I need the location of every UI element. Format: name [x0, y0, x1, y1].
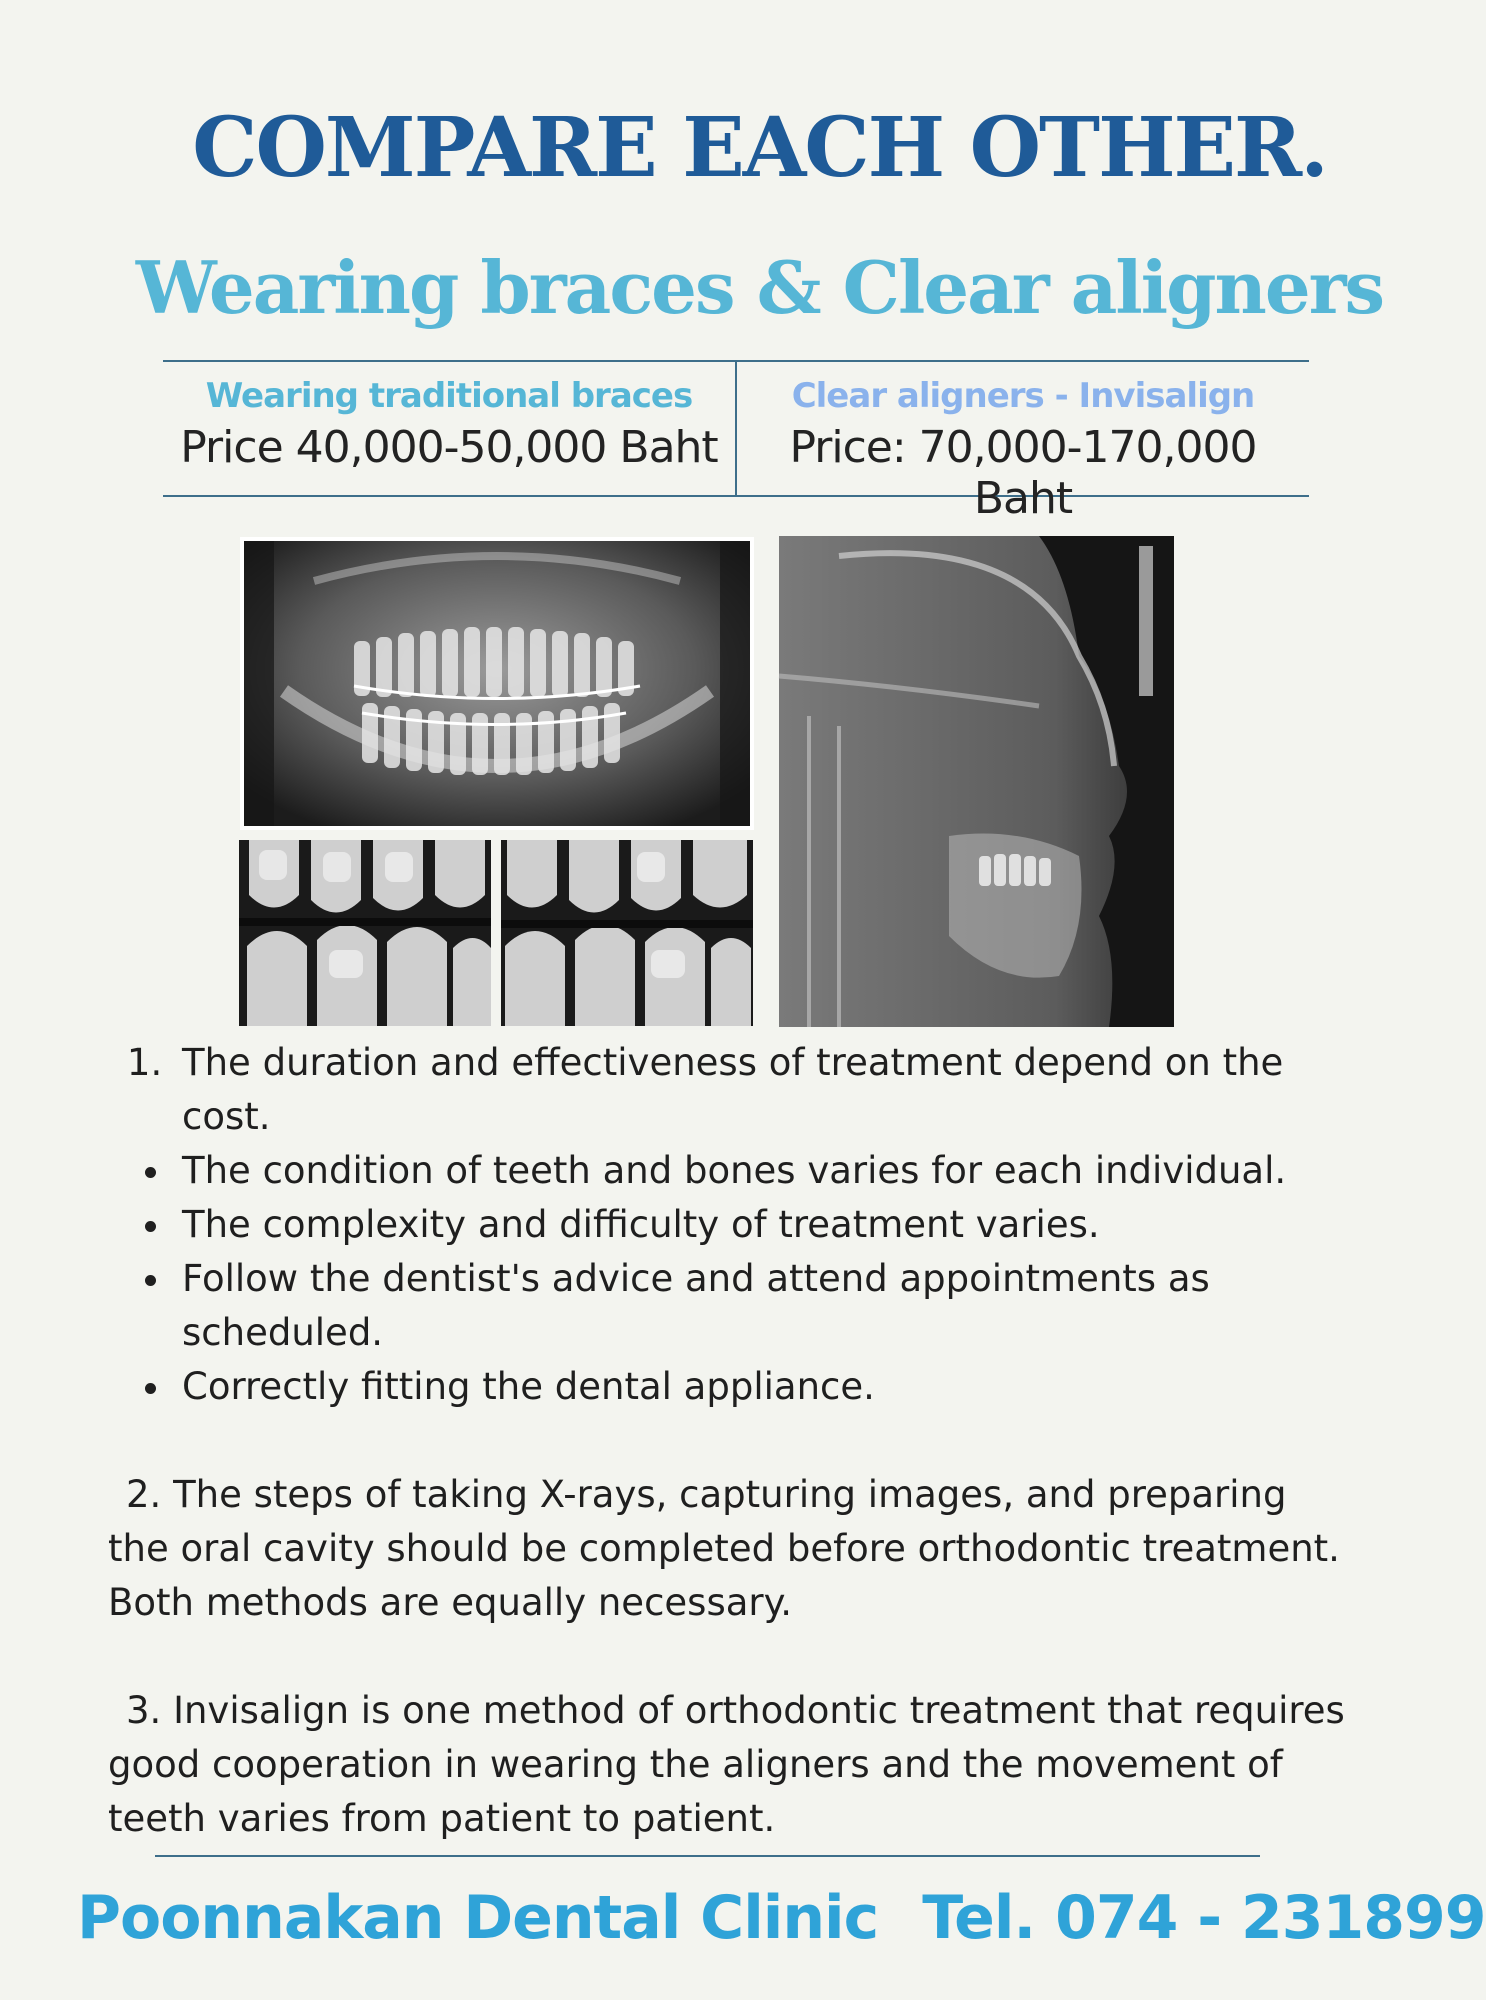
aligners-column — [737, 362, 1309, 524]
clinic-name: Poonnakan Dental Clinic — [77, 1883, 879, 1953]
page-subtitle: Wearing braces & Clear aligners — [135, 245, 1384, 330]
panoramic-xray-image — [240, 537, 754, 830]
braces-heading: Wearing traditional braces — [205, 376, 693, 416]
aligners-heading: Clear aligners - Invisalign — [791, 376, 1255, 416]
bullet-list — [108, 1144, 1348, 1414]
paragraph-item-2: 2. The steps of taking X-rays, capturing images, and preparing the oral cavity should be completed before orthodontic treatment. Both methods are equally necessary. — [108, 1473, 1340, 1624]
bitewing-xray-left-image — [239, 840, 491, 1026]
notes-section — [108, 1036, 1348, 1846]
clinic-phone[interactable]: Tel. 074 - 231899 — [922, 1883, 1486, 1953]
paragraph-item-3: 3. Invisalign is one method of orthodontic treatment that requires good cooperation in wearing the aligners and the movement of teeth varies from patient to patient. — [108, 1689, 1345, 1840]
list-item: • Follow the dentist's advice and attend appointments as scheduled. — [174, 1252, 1348, 1360]
list-item: • Correctly fitting the dental appliance. — [174, 1360, 1348, 1414]
braces-price: Price 40,000-50,000 Baht — [180, 422, 718, 473]
numbered-list — [108, 1036, 1348, 1144]
footer-divider — [155, 1855, 1260, 1857]
cephalometric-xray-image — [779, 536, 1174, 1027]
list-item: • The condition of teeth and bones varies for each individual. — [174, 1144, 1348, 1198]
braces-column — [163, 362, 737, 495]
price-comparison-table — [163, 360, 1309, 524]
list-item: • The complexity and difficulty of treatment varies. — [174, 1198, 1348, 1252]
footer — [77, 1883, 1486, 1953]
bitewing-xray-right-image — [501, 840, 753, 1026]
page-title: COMPARE EACH OTHER. — [192, 100, 1327, 196]
aligners-price: Price: 70,000-170,000 Baht — [789, 422, 1257, 524]
list-item: 1. The duration and effectiveness of treatment depend on the cost. — [174, 1036, 1348, 1144]
